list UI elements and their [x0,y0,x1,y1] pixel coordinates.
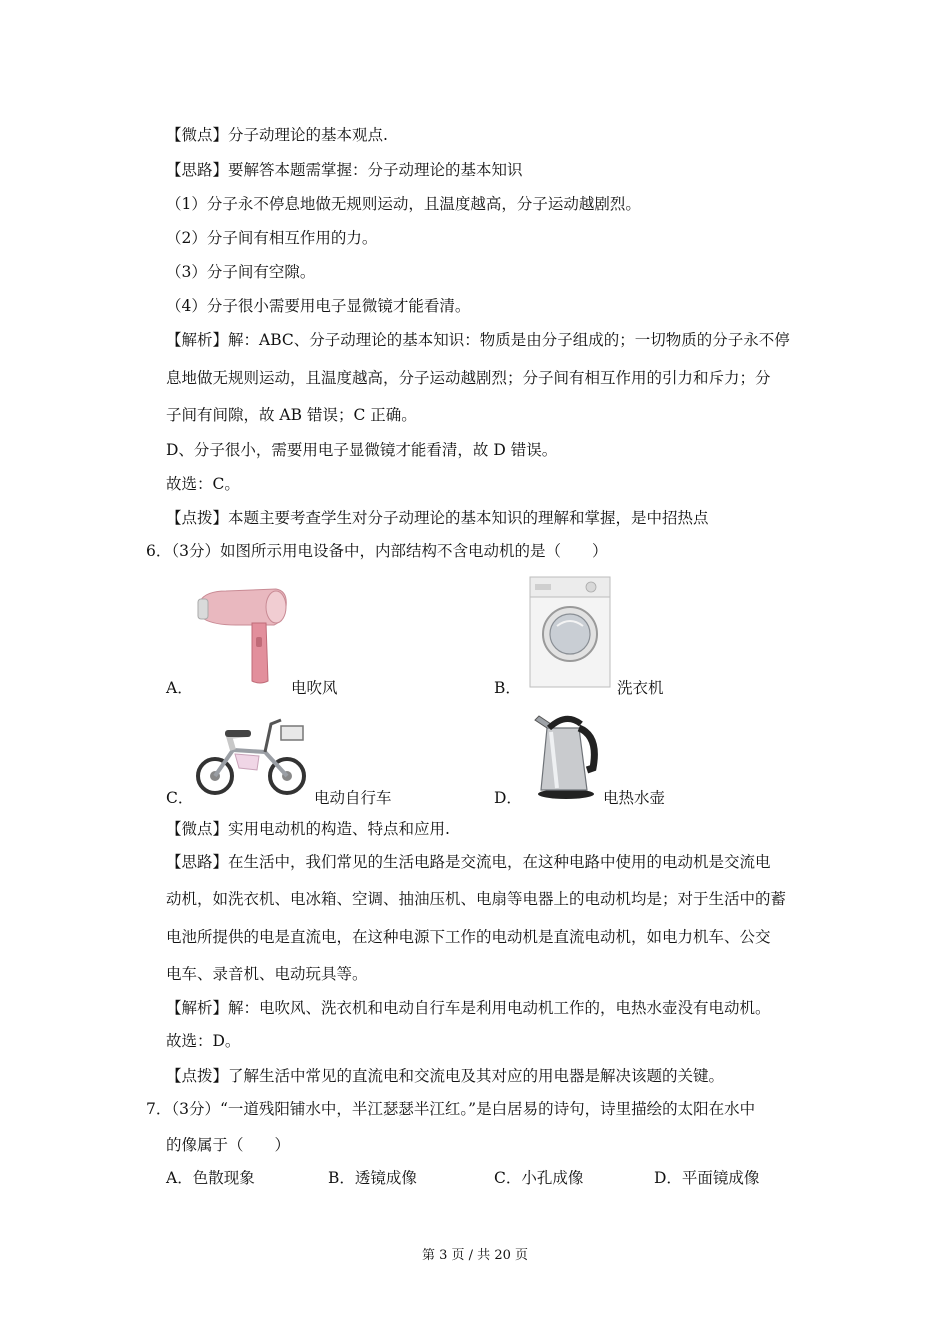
q6-idea-line-1: 【思路】在生活中，我们常见的生活电路是交流电，在这种电路中使用的电动机是交流电 [166,853,771,871]
electric-kettle-image [533,708,599,800]
q5-analysis-line-3: 子间有间隙，故 AB 错误；C 正确。 [166,406,417,424]
q6-option-d-letter: D． [494,789,522,807]
electric-bicycle-image [195,710,307,800]
page-footer: 第 3 页 / 共 20 页 [422,1248,528,1263]
q5-point-3: （3）分子间有空隙。 [166,263,316,281]
q6-option-b-name: 洗衣机 [617,679,664,697]
q5-answer: 故选：C。 [166,475,240,493]
q6-idea-line-3: 电池所提供的电是直流电，在这种电源下工作的电动机是直流电动机，如电力机车、公交 [166,928,771,946]
q5-idea: 【思路】要解答本题需掌握：分子动理论的基本知识 [166,161,523,179]
q6-option-c-name: 电动自行车 [314,789,392,807]
q6-answer: 故选：D。 [166,1032,241,1050]
q7-stem-line-2: 的像属于（ ） [166,1136,291,1154]
q5-tip: 【点拨】本题主要考查学生对分子动理论的基本知识的理解和掌握，是中招热点 [166,509,709,527]
q6-option-a-letter: A． [166,679,193,697]
q6-idea-line-2: 动机，如洗衣机、电冰箱、空调、抽油压机、电扇等电器上的电动机均是；对于生活中的蓄 [166,890,787,908]
q6-tip: 【点拨】了解生活中常见的直流电和交流电及其对应的用电器是解决该题的关键。 [166,1067,725,1085]
q7-stem-line-1: 7．（3分）“一道残阳铺水中，半江瑟瑟半江红。”是白居易的诗句，诗里描绘的太阳在水中 [146,1100,756,1118]
q5-analysis-line-4: D、分子很小，需要用电子显微镜才能看清，故 D 错误。 [166,441,558,459]
q5-micro-point: 【微点】分子动理论的基本观点. [166,126,388,144]
q6-stem: 6．（3分）如图所示用电设备中，内部结构不含电动机的是（ ） [146,542,608,560]
hair-dryer-image [196,585,290,685]
q5-point-1: （1）分子永不停息地做无规则运动，且温度越高，分子运动越剧烈。 [166,195,641,213]
q7-option-b: B．透镜成像 [328,1169,417,1187]
q6-micro-point: 【微点】实用电动机的构造、特点和应用. [166,820,450,838]
q5-point-2: （2）分子间有相互作用的力。 [166,229,378,247]
q6-option-a-name: 电吹风 [291,679,338,697]
q7-option-d: D．平面镜成像 [654,1169,760,1187]
q6-analysis: 【解析】解：电吹风、洗衣机和电动自行车是利用电动机工作的，电热水壶没有电动机。 [166,999,771,1017]
q5-analysis-line-1: 【解析】解：ABC、分子动理论的基本知识：物质是由分子组成的；一切物质的分子永不停 [166,331,790,349]
q7-option-a: A．色散现象 [166,1169,255,1187]
q7-option-c: C．小孔成像 [494,1169,584,1187]
q6-idea-line-4: 电车、录音机、电动玩具等。 [166,965,368,983]
q5-point-4: （4）分子很小需要用电子显微镜才能看清。 [166,297,471,315]
q6-option-c-letter: C． [166,789,194,807]
q6-option-d-name: 电热水壶 [603,789,666,807]
washing-machine-image [529,576,611,688]
q5-analysis-line-2: 息地做无规则运动，且温度越高，分子运动越剧烈；分子间有相互作用的引力和斥力；分 [166,369,771,387]
q6-option-b-letter: B． [494,679,521,697]
